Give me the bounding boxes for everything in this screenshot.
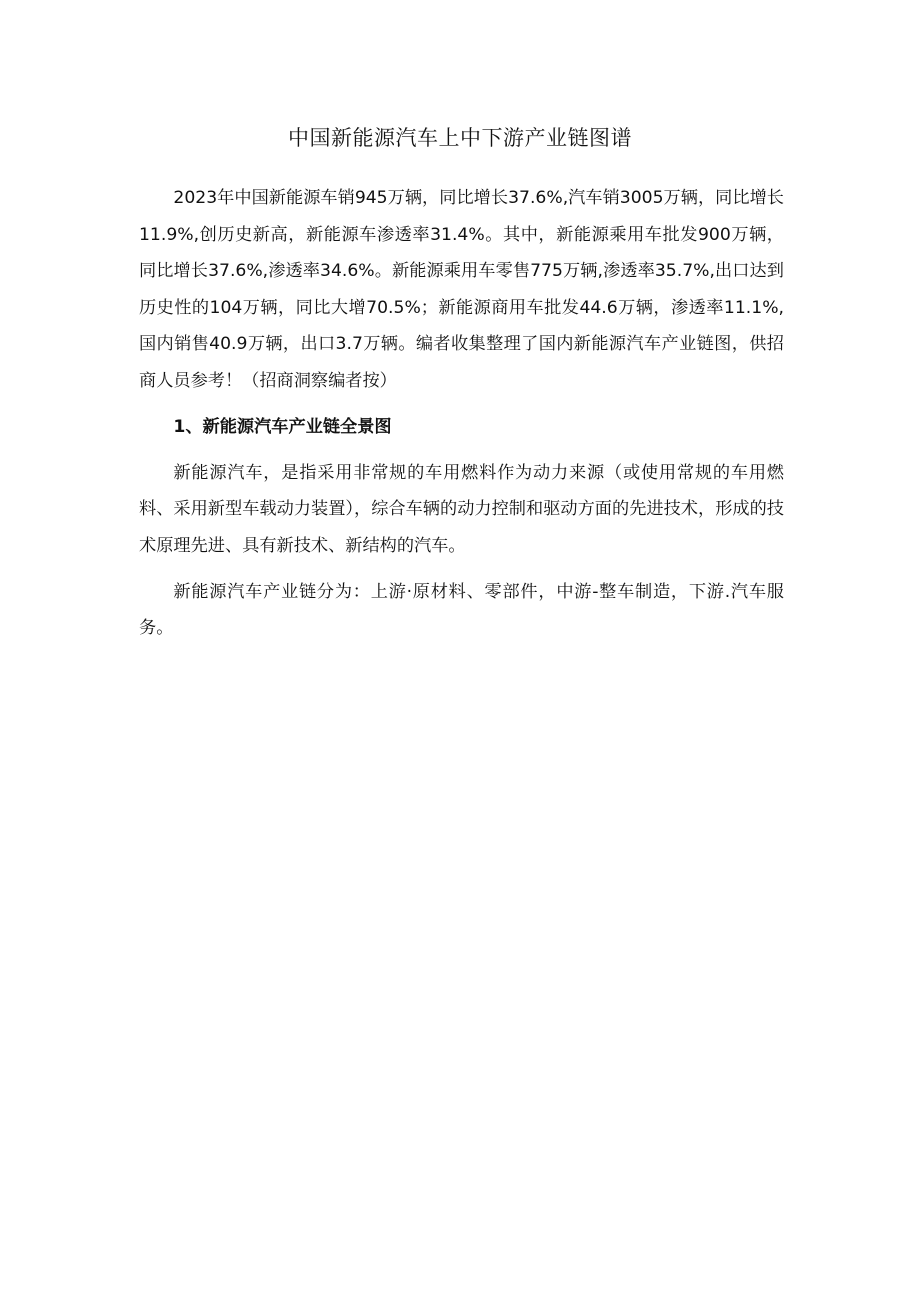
document-title: 中国新能源汽车上中下游产业链图谱 — [288, 126, 632, 150]
intro-paragraph: 2023年中国新能源车销945万辆，同比增长37.6%,汽车销3005万辆，同比增长11.9%,创历史新高，新能源车渗透率31.4%。其中，新能源乘用车批发900万辆，同比增长37.6%,渗透率34.6%。新能源乘用车零售775万辆,渗透率35.7%,出口达到历史性的104万辆，同比大增70.5%；新能源商用车批发44.6万辆，渗透率11.1%,国内销售40.9万辆，出口3.7万辆。编者收集整理了国内新能源汽车产业链图，供招商人员参考！（招商洞察编者按） — [139, 188, 784, 391]
industry-chain-paragraph: 新能源汽车产业链分为：上游·原材料、零部件，中游-整车制造，下游.汽车服务。 — [139, 581, 784, 638]
section-heading: 1、新能源汽车产业链全景图 — [173, 416, 392, 437]
document-body — [139, 180, 784, 656]
definition-paragraph: 新能源汽车，是指采用非常规的车用燃料作为动力来源（或使用常规的车用燃料、采用新型车载动力装置），综合车辆的动力控制和驱动方面的先进技术，形成的技术原理先进、具有新技术、新结构的汽车。 — [139, 462, 784, 556]
